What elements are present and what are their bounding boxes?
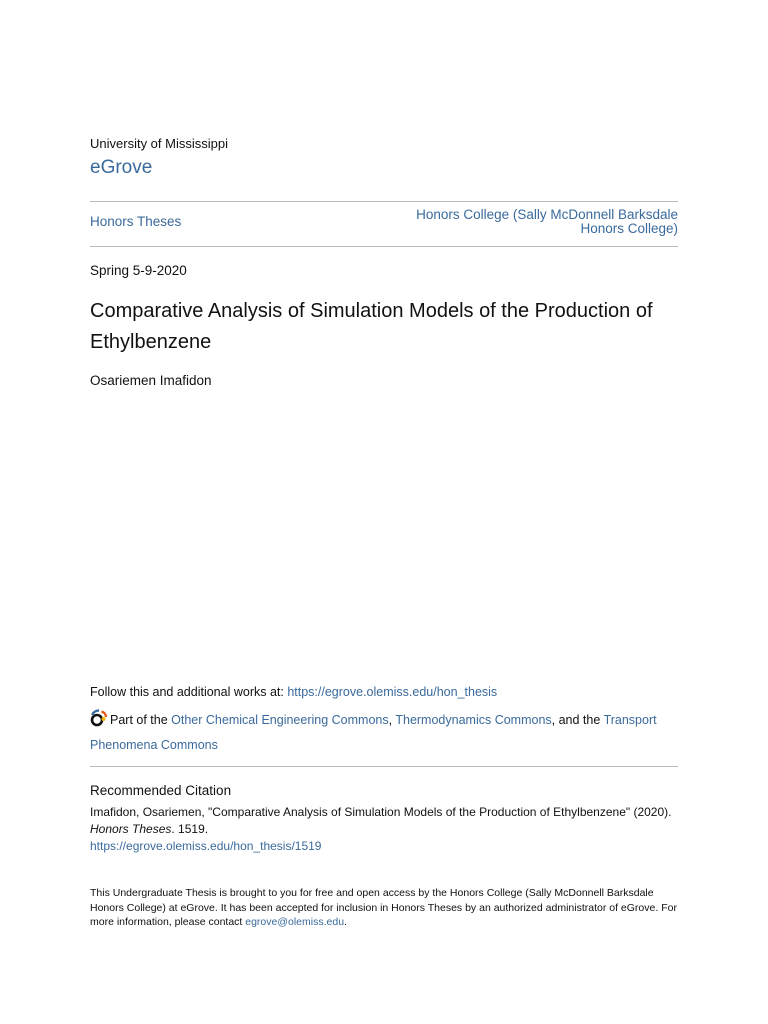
access-disclaimer — [90, 886, 678, 930]
commons-link-chemical-engineering[interactable]: Other Chemical Engineering Commons — [171, 713, 389, 727]
citation-url-link[interactable]: https://egrove.olemiss.edu/hon_thesis/1519 — [90, 839, 322, 853]
publication-date: Spring 5-9-2020 — [90, 263, 187, 278]
follow-line — [90, 685, 497, 699]
disclaimer-end: . — [344, 916, 347, 928]
cover-page — [90, 0, 678, 1024]
commons-link-thermodynamics[interactable]: Thermodynamics Commons — [395, 713, 552, 727]
citation-text: Imafidon, Osariemen, "Comparative Analysis of Simulation Models of the Production of Ethylbenzene" (2020). — [90, 805, 672, 819]
thesis-title: Comparative Analysis of Simulation Models of the Production of Ethylbenzene — [90, 300, 653, 353]
citation-number: . 1519. — [171, 822, 209, 836]
meta-divider — [90, 246, 678, 247]
egrove-link[interactable]: eGrove — [90, 157, 153, 178]
citation-divider — [90, 766, 678, 767]
part-of-sep-2: , and the — [551, 713, 604, 727]
citation-block — [90, 804, 678, 855]
part-of-prefix: Part of the — [110, 713, 172, 727]
commons-link-transport-phenomena[interactable]: Transport Phenomena Commons — [90, 713, 657, 752]
citation-journal: Honors Theses — [90, 822, 172, 836]
part-of-sep-1: , — [388, 713, 396, 727]
author-name: Osariemen Imafidon — [90, 373, 212, 388]
contact-email-link[interactable]: egrove@olemiss.edu — [245, 916, 345, 928]
top-divider — [90, 201, 678, 202]
commons-network-icon — [90, 709, 108, 734]
college-link[interactable]: Honors College (Sally McDonnell Barksdale Honors College) — [416, 207, 678, 236]
disclaimer-text: This Undergraduate Thesis is brought to you for free and open access by the Honors College (Sally McDonnell Barksdale Honors College) at eGrove. It has been accepted for inclusion in Honors Theses by an authorized administrator of eGrove. For more information, please contact — [90, 887, 677, 928]
follow-prefix: Follow this and additional works at: — [90, 685, 288, 699]
series-link[interactable]: Honors Theses — [90, 214, 182, 229]
institution-name: University of Mississippi — [90, 136, 228, 151]
part-of-line — [90, 709, 678, 756]
citation-heading: Recommended Citation — [90, 783, 232, 798]
follow-url-link[interactable]: https://egrove.olemiss.edu/hon_thesis — [287, 685, 498, 699]
